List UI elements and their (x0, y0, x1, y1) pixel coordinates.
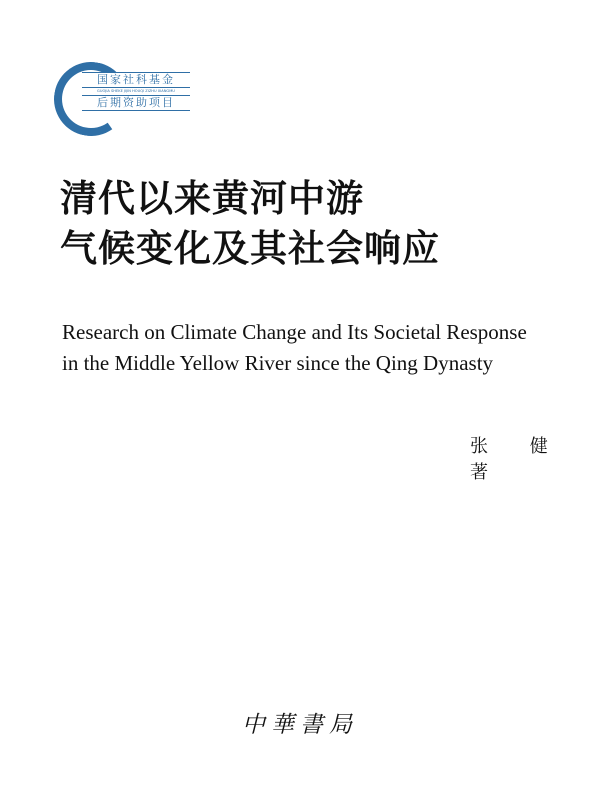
logo-text (82, 72, 190, 111)
title-line-1: 清代以来黄河中游 (60, 177, 364, 220)
logo-line-3: 后期资助项目 (82, 95, 190, 111)
logo-line-1: 国家社科基金 (82, 72, 190, 88)
author: 张 健 著 (470, 436, 558, 483)
english-title-line-2: in the Middle Yellow River since the Qing Dynasty (62, 351, 494, 375)
title-line-2: 气候变化及其社会响应 (60, 227, 440, 270)
fund-logo (50, 58, 190, 134)
english-title-line-1: Research on Climate Change and Its Societal Response (62, 320, 527, 344)
publisher: 中華書局 (242, 712, 358, 738)
logo-line-2: GUOJIA SHEKE JIJIN HOUQI ZIZHU XIANGMU (97, 89, 175, 93)
book-title (60, 174, 440, 274)
english-title (62, 317, 527, 379)
